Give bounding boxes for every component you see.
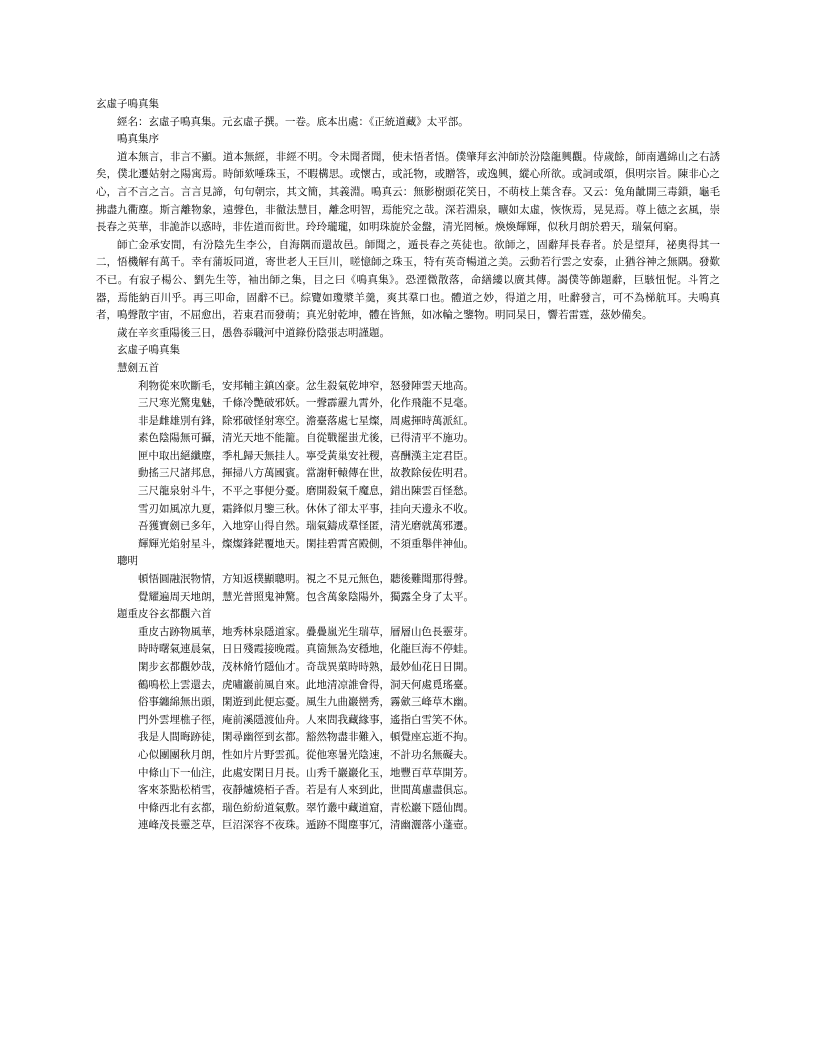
body-line: 中條山下一仙注，此處安閑日月長。山秀千巖巖化玉，地豐百草草開芳。 xyxy=(138,766,474,779)
body-line: 重皮古跡物風華，地秀林泉隱道家。疊疊嵐光生瑞草，層層山色長靈芽。 xyxy=(138,625,474,638)
body-line: 玄虛子鳴真集 xyxy=(117,344,180,357)
body-line: 歲在辛亥重陽後三日，愚魯忝職河中道錄份陰張志明謹題。 xyxy=(117,326,390,339)
body-paragraph: 道本無言，非言不顯。道本無經，非經不明。令未聞者聞，使未悟者悟。僕肇拜玄沖師於汾陰龍興觀。侍歲餘，師南邁綿山之右誘矣，僕北遷姑射之陽寓焉。時師欬唾珠玉，不暇構思。或懷古，或託物，或贈答，或逸興，縱心所欲。或詞或頌，俱明宗旨。陳非心之心，言不言之言。言言見諦，句句朝宗，其文簡，其義淵。鳴真云：無影樹頭花笑日，不萌枝上葉含春。又云：兔角龇開三毒鎖，龜毛拂盡九衢塵。斯言離物象，遠聲色，非徹法慧目，離念明智，焉能究之哉。深若淵泉，曠如太虛，恢恢焉，晃晃焉。尊上德之玄風，崇長春之英華，非詭詐以惑時，非佐道而衒世。玲玲瓏瓏，如明珠旋於金盤，清光罔極。煥煥輝輝，似秋月朗於碧天，瑞氣何窮。 xyxy=(96,150,720,234)
body-line: 客來茶點松梢雪，夜靜爐燒栢子香。若是有人來到此，世間萬慮盡俱忘。 xyxy=(138,784,474,797)
body-line: 時時曙氣連晨氣，日日殘霞接晚霞。真箇無為安穩地，化龍巨海不停蛙。 xyxy=(138,643,474,656)
body-line: 動搖三尺諸邦息，揮掃八方萬國賓。當謝軒轅傳在世，故教除佞佐明君。 xyxy=(138,467,474,480)
body-line: 利物從來吹斷毛，安邦輔主鎮凶豪。忿生殺氣乾坤窄，怒發陣雲天地高。 xyxy=(138,379,474,392)
body-line: 鳴真集序 xyxy=(117,133,159,146)
body-line: 聰明 xyxy=(117,555,138,568)
body-line: 俗事纏綿無出頭，閑遊到此便忘憂。風生九曲巖巒秀，霧歛三峰草木幽。 xyxy=(138,696,474,709)
body-line: 鶴鳴松上雲還去，虎嘯巖前風自來。此地清凉誰會得，洞天何處覓瑤臺。 xyxy=(138,678,474,691)
body-line: 雪刃如風凉九夏，霜鋒似月鑒三秋。休休了卻太平事，挂向天邊永不收。 xyxy=(138,502,474,515)
body-line: 素色陰陽無可攝，清光天地不能籠。自從戰罷蚩尤後，已得清平不施功。 xyxy=(138,432,474,445)
body-line: 我是人間晦跡徒，閑尋幽徑到玄都。豁然物盡非難入，頓覺座忘逝不拘。 xyxy=(138,731,474,744)
body-line: 心似團團秋月朗，性如片片野雲孤。從他寒暑光陰速，不計功名無礙夫。 xyxy=(138,748,474,761)
body-line: 門外雲埋樵子徑，庵前溪隱渡仙舟。人來問我藏緣事，遙指白雪笑不休。 xyxy=(138,713,474,726)
document-body xyxy=(96,96,720,835)
body-line: 三尺龍泉射斗牛，不平之事便分憂。磨開殺氣千魔息，錯出陳雲百怪愁。 xyxy=(138,485,474,498)
body-line: 頓悟圓融泯物情，方知返樸顯聰明。視之不見元無色，聽後難聞那得聲。 xyxy=(138,573,474,586)
body-line: 三尺寒光驚鬼魅，千條冷艷破邪妖。一聲霹靂九霄外，化作飛龍不見毫。 xyxy=(138,397,474,410)
body-line: 輝輝光焰射星斗，燦燦鋒鋩覆地天。閑挂碧霄宮殿側，不須重舉伴神仙。 xyxy=(138,537,474,550)
body-paragraph: 師亡金承安間，有汾陰先生李公，自海隅而還故邑。師聞之，遁長春之英徒也。欲師之，固辭拜長春者。於是望拜，祕奧得其一二，悟機解有萬千。幸有蒲坂同道，寄世老人王巨川，嗟憶師之珠玉，特有英奇暢道之美。云動若行雲之安泰，止猶谷神之無隅。發歎不已。有寂子楊公、劉先生等，袖出師之集，目之曰《鳴真集》。恐湮微散落，命繕縷以廣其傳。謁僕等飾題辭，巨駭忸怩。斗筲之器，焉能納百川乎。再三叩命，固辭不已。綜覽如瓊漿羊羹，爽其羣口也。體道之妙，得道之用，吐辭發言，可不為梯航耳。夫鳴真者，鳴聲散宇宙，不屈愈出，若東君而發萌；真光射乾坤，體在皆無，如冰輪之鑒物。明同杲日，響若雷霆，茲妙備矣。 xyxy=(96,238,720,322)
body-line: 匣中取出絕纖塵，季札歸天無挂人。寧受黃巢安社稷，喜酬漢主定君臣。 xyxy=(138,449,474,462)
body-line: 連峰茂長靈芝草，巨沼深容不夜珠。遁跡不聞塵事冗，清幽灑落小蓬壺。 xyxy=(138,819,474,832)
body-line: 中條西北有玄都，瑞色紛紛道氣敷。翠竹叢中藏道窟，青松巖下隱仙閭。 xyxy=(138,801,474,814)
body-line: 閑步玄都觀妙哉，茂林脩竹隱仙才。奇哉異菓時時熟，最妙仙花日日開。 xyxy=(138,661,474,673)
page-title: 玄虛子鳴真集 xyxy=(96,98,159,110)
body-line: 題重皮谷玄都觀六首 xyxy=(117,608,212,621)
body-line: 吾獲寶劍已多年，入地穿山得自然。瑞氣鑄成羣怪匿，清光磨就萬邪遷。 xyxy=(138,520,474,533)
body-line: 經名：玄虛子鳴真集。元玄虛子撰。一卷。底本出處：《正統道藏》太平部。 xyxy=(117,115,469,128)
body-line: 慧劍五首 xyxy=(117,361,159,374)
body-line: 非是雌雄別有鋒，除邪破怪射寒空。澹臺落處七星燦，周處揮時萬派紅。 xyxy=(138,414,474,427)
body-line: 覺耀遍周天地朗，慧光普照鬼神驚。包含萬象陰陽外，獨露全身了太平。 xyxy=(138,590,474,603)
